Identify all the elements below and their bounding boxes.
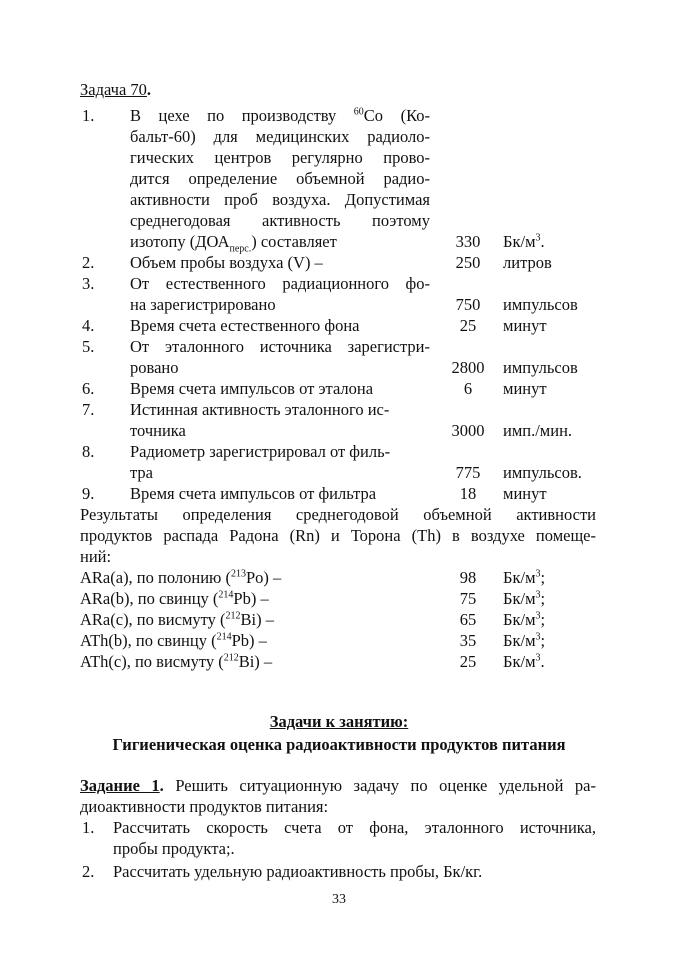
result-value: 25 [459,652,477,671]
item-number: 9. [82,484,95,503]
page-number: 33 [332,892,346,907]
item-text: От естественного радиационного фо- [130,274,430,293]
item-unit: импульсов [503,358,578,377]
item1-line: бальт-60) для медицинских радиоло- [130,127,430,146]
result-value: 65 [459,610,477,629]
item-number: 4. [82,316,95,335]
results-text: Результаты определения среднегодовой объемной активности [80,505,596,524]
item-value: 18 [459,484,477,503]
results-text: продуктов распада Радона (Rn) и Торона (Th) в воздухе помеще- [80,526,596,545]
task-title-text: Задача 70 [80,80,147,99]
item1-line: гических центров регулярно прово- [130,148,430,167]
item-text: на зарегистрировано [130,295,276,314]
item1-line: изотопу $(ДОА_{перс.})$ составляет [130,232,337,255]
item-number: 7. [82,400,95,419]
item-text: Время счета импульсов от эталона [130,379,374,398]
lesson-subheading: Гигиеническая оценка радиоактивности продуктов питания [112,735,566,754]
result-value: 35 [459,631,477,650]
item-number: 6. [82,379,95,398]
result-unit: $Бк/м^3$; [503,610,546,629]
result-label: ARa(b), по свинцу ($^{214}$Pb) – [80,589,269,608]
item-text: От эталонного источника зарегистри- [130,337,430,356]
item-value: 250 [455,253,481,272]
task-title [80,80,151,100]
item-value: 6 [463,379,473,398]
results-text: ний: [80,547,112,566]
item-value: 25 [459,316,477,335]
assignment-text: диоактивности продуктов питания: [80,797,329,816]
item-unit: минут [503,316,547,335]
item-unit: имп./мин. [503,421,573,440]
item-unit: минут [503,379,547,398]
assignment-item-number: 1. [82,818,95,837]
result-label: ARa(c), по висмуту ($^{212}$Bi) – [80,610,274,629]
item-value: 330 [455,232,481,251]
result-unit: $Бк/м^3$; [503,568,546,587]
item-number: 1. [82,106,95,125]
result-label: ATh(c), по висмуту ($^{212}$Bi) – [80,652,273,671]
item-text: Объем пробы воздуха (V) – [130,253,323,272]
task-title-dot: . [146,80,152,99]
item-text: Время счета естественного фона [130,316,360,335]
item-unit: импульсов. [503,463,582,482]
item1-line: дится определение объемной радио- [130,169,430,188]
item1-line: среднегодовая активность поэтому [130,211,430,230]
result-label: ATh(b), по свинцу ($^{214}$Pb) – [80,631,267,650]
item-value: 750 [455,295,481,314]
item-number: 2. [82,253,95,272]
item-number: 5. [82,337,95,356]
item-text: ровано [130,358,179,377]
item-text: Радиометр зарегистрировал от филь- [130,442,391,461]
result-unit: $Бк/м^3$; [503,631,546,650]
item1-line: активности проб воздуха. Допустимая [130,190,430,209]
result-label: ARa(a), по полонию ($^{213}$Po) – [80,568,282,587]
item-value: 775 [455,463,481,482]
item-unit: $Бк/м^3$. [503,232,545,251]
item-text: Истинная активность эталонного ис- [130,400,390,419]
item-value: 3000 [451,421,485,440]
item-number: 3. [82,274,95,293]
assignment-text: Задание 1. Решить ситуационную задачу по оценке удельной ра- [80,776,596,795]
item-text: Время счета импульсов от фильтра [130,484,377,503]
item1-line: В цехе по производству $^{60}$Co (Ко- [130,106,430,125]
assignment-item-number: 2. [82,862,95,881]
result-value: 75 [459,589,477,608]
item-number: 8. [82,442,95,461]
assignment-item-text: пробы продукта;. [113,839,235,858]
item-value: 2800 [451,358,485,377]
lesson-heading: Задачи к занятию: [269,712,409,731]
assignment-item-text: Рассчитать удельную радиоактивность пробы, Бк/кг. [113,862,483,881]
item-unit: литров [503,253,552,272]
result-unit: $Бк/м^3$; [503,589,546,608]
item-text: тра [130,463,153,482]
item-text: точника [130,421,186,440]
item-unit: минут [503,484,547,503]
assignment-item-text: Рассчитать скорость счета от фона, эталонного источника, [113,818,596,837]
result-unit: $Бк/м^3$. [503,652,545,671]
item-unit: импульсов [503,295,578,314]
result-value: 98 [459,568,477,587]
